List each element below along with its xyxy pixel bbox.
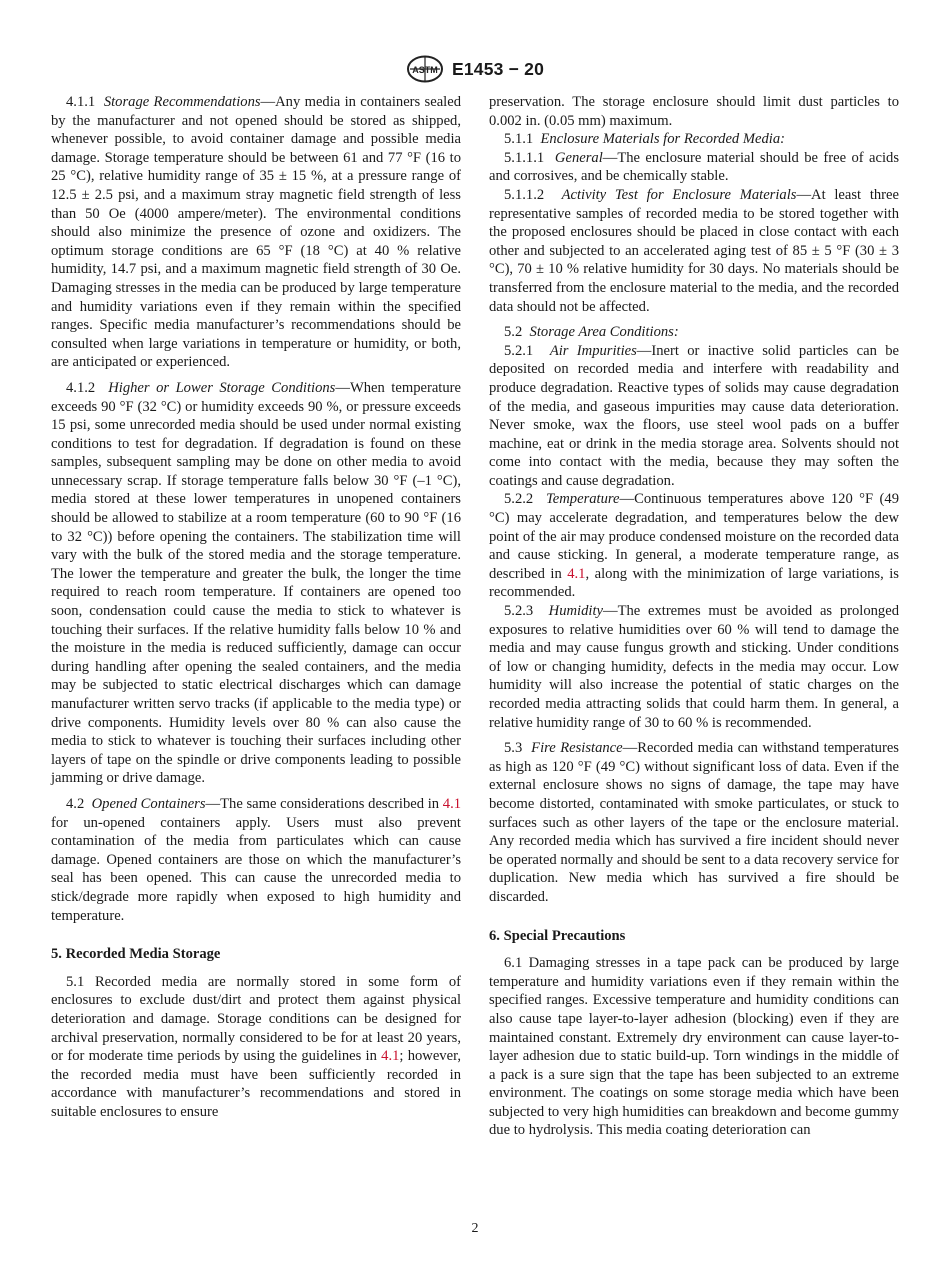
section-6-heading: 6. Special Precautions — [489, 927, 626, 944]
section-5-1-1-1: 5.1.1.1 General—The enclosure material should be free of acids and corrosives, and be chemically stable. — [489, 149, 899, 185]
section-5-2-3: 5.2.3 Humidity—The extremes must be avoided as prolonged exposures to relative humidities over 60 % will tend to damage the media and may cause fungus growth and sticking. Under conditions of low or changing humidity, defects in the media may occur. Low humidity will also increase the potential of static charges on the recorded media attracting solids that could harm them. In general, a relative humidity range of 30 to 60 % is recommended. — [489, 603, 900, 731]
section-5-2-2: 5.2.2 Temperature—Continuous temperatures above 120 °F (49 °C) may accelerate degradation, and temperatures below the dew point of the air may produce condensed moisture on the recorded data and cause sticking. In general, a moderate temperature range, as described in 4.1, along with the minimization of large variations, is recommended. — [489, 491, 899, 601]
left-column — [51, 93, 461, 1121]
section-5-1-1: 5.1.1 Enclosure Materials for Recorded Media: — [504, 131, 786, 148]
svg-text:ASTM: ASTM — [412, 65, 438, 75]
section-4-2: 4.2 Opened Containers—The same considerations described in 4.1 for un-opened containers apply. Users must also prevent contamination of the media from particulates which can cause damage. Opened containers are those on which the manufacturer’s seal has been opened. This can cause the unrecorded media to stick/degrade more rapidly when exposed to high humidity and temperature. — [51, 795, 462, 924]
section-4-2-title: Opened Containers — [91, 795, 206, 812]
section-5-1: 5.1 Recorded media are normally stored in some form of enclosures to exclude dust/dirt and protect them against physical deterioration and damage. Storage conditions can be designed for archival preservation, normally considered to be for at least 20 years, or for moderate time periods by using the guidelines in 4.1; however, the recorded media must have been sufficiently recorded in accordance with manufacturer’s recommendations and stored in suitable enclosures to ensure — [51, 973, 462, 1120]
ref-link-4-1[interactable]: 4.1 — [567, 565, 586, 582]
section-5-1-continued: preservation. The storage enclosure should limit dust particles to 0.002 in. (0.05 mm) maximum. — [489, 94, 899, 129]
section-4-1-2-title: Higher or Lower Storage Conditions — [108, 379, 336, 396]
section-5-3: 5.3 Fire Resistance—Recorded media can withstand temperatures as high as 120 °F (49 °C) without significant loss of data. Even if the external enclosure shows no signs of damage, the tape may have become distorted, contaminated with smoke particulates, or stuck to surfaces such as other layers of the tape or the enclosure material. Any recorded media which has survived a fire incident should never be operated normally and should be sent to a data recovery service for duplication. New media which has survived a fire should be discarded. — [489, 740, 899, 905]
page-header — [0, 54, 950, 84]
ref-link-4-1[interactable]: 4.1 — [442, 795, 462, 812]
section-5-2-1: 5.2.1 Air Impurities—Inert or inactive solid particles can be deposited on recorded media and interfere with readability and produce degradation. Reactive types of solids may cause degradation of the media, and gaseous impurities may cause data deterioration. Never smoke, wax the floors, use steel wool pads on a buffer machine, eat or drink in the media storage area. Solvents should not come into contact with the media, because they may soften the coatings and cause degradation. — [489, 342, 900, 489]
document-id: E1453 − 20 — [451, 58, 544, 79]
section-5-heading: 5. Recorded Media Storage — [51, 946, 221, 963]
section-4-1-2: 4.1.2 Higher or Lower Storage Conditions—When temperature exceeds 90 °F (32 °C) or humidity exceeds 90 %, or pressure exceeds 15 psi, some unrecorded media should be used under normal existing conditions to test for degradation. If degradation is found on these samples, subsequent sampling may be done on other media to avoid unnecessary scrap. If storage temperature falls below 30 °F (–1 °C), media stored at these lower temperatures in unopened containers should be allowed to stabilize at a room temperature (60 to 90 °F (16 to 32 °C)) before opening the containers. The stabilization time will vary with the bulk of the stored media and the storage temperature. The lower the temperature and greater the bulk, the longer the time required to reach room temperature. If containers are opened too soon, condensation could cause the media to stick to whatever is touching their surfaces. If the relative humidity falls below 10 % and the moisture in the media is reduced sufficiently, damage can occur during handling after opening the sealed containers, and the media may be subjected to static electrical discharges which can damage manufacturer written servo tracks (if applicable to the media type) or drive components. Humidity levels over 80 % can also cause the media to stick to whatever is touching their surfaces including other layers of tape on the spindle or drive components leading to possible jamming or drive damage. — [51, 379, 461, 787]
ref-link-4-1[interactable]: 4.1 — [381, 1048, 400, 1065]
right-column — [489, 93, 899, 1140]
section-4-1-1: 4.1.1 Storage Recommendations—Any media in containers sealed by the manufacturer and not opened should be stored as shipped, whenever possible, to avoid container damage and possible media damage. Storage temperature should be between 61 and 77 °F (16 to 25 °C), relative humidity range of 35 ± 15 %, at a pressure range of 12.5 ± 2.5 psi, and a maximum stray magnetic field strength of less than 50 Oe (4000 ampere/meter). The environmental conditions should also minimize the presence of ozone and oxidizers. The optimum storage conditions are 65 °F (18 °C) at 40 % relative humidity, 14.7 psi, and a maximum magnetic field strength of 30 Oe. Damaging stresses in the media can be produced by large temperature and humidity variations even if they remain within the specified ranges. Specific media manufacturer’s recommendations should be consulted when large variations in temperature or humidity, or both, are anticipated or experienced. — [51, 94, 461, 371]
page-number: 2 — [471, 1221, 479, 1236]
section-5-2: 5.2 Storage Area Conditions: — [504, 324, 679, 341]
section-5-1-1-2: 5.1.1.2 Activity Test for Enclosure Materials—At least three representative samples of recorded media to be stored together with the proposed enclosures should be placed in close contact with each other and subjected to an accelerated aging test of 85 ± 5 °F (30 ± 3 °C), 70 ± 10 % relative humidity for 30 days. No materials should be transferred from the enclosure material to the media, and the recorded data should not be affected. — [489, 186, 899, 315]
astm-logo-icon — [406, 55, 444, 83]
section-6-1: 6.1 Damaging stresses in a tape pack can be produced by large temperature and humidity variations even if they remain within the specified ranges. Excessive temperature and humidity conditions can also cause tape layer-to-layer adhesion (blocking) even if they are maintained constant. Extremely dry environment can cause layer-to-layer adhesion due to static build-up. Torn windings in the middle of a pack is a sure sign that the tape has been subjected to an extreme environment. The coatings on some storage media which have been subjected to very high humidities can breakdown and become gummy due to hydrolysis. This media coating deterioration can — [489, 955, 899, 1139]
section-4-1-1-title: Storage Recommendations — [103, 94, 261, 110]
